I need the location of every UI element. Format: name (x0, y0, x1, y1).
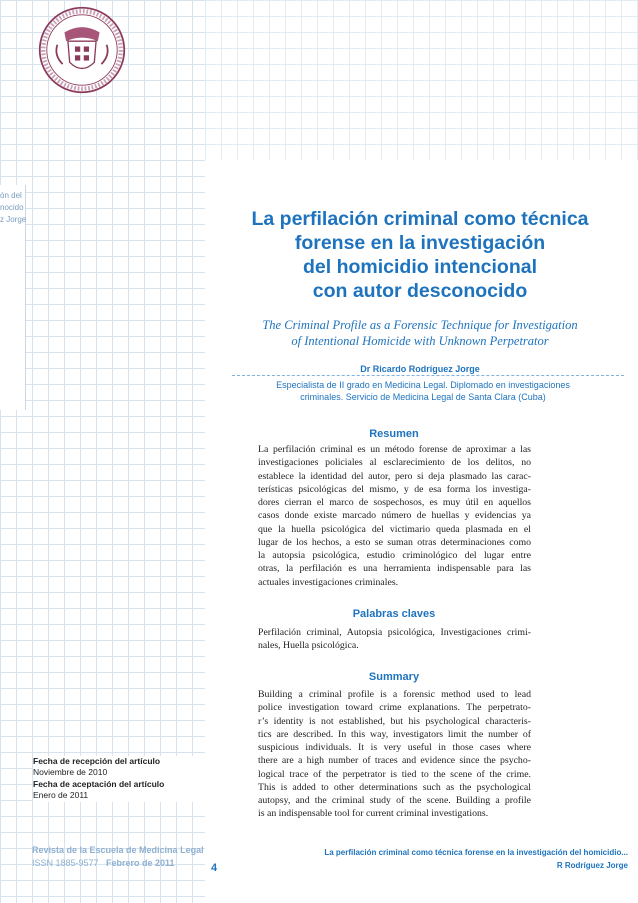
summary-line: there are a high number of traces and evidence since the psycho- (258, 755, 531, 767)
summary-line: logical trace of the perpetrator is tied to the scene of the crime. (258, 768, 531, 780)
page-number: 4 (211, 862, 218, 874)
title-line: La perfilación criminal como técnica (251, 208, 589, 230)
summary-line: police investigation toward crime explanations. The perpetrato- (258, 702, 531, 714)
grid-background-top (205, 0, 638, 160)
summary-line: tics are described. In this way, investigators limit the number of (258, 728, 531, 740)
summary-line: suspicious individuals. It is very useful in those cases where (258, 742, 531, 753)
footer-issn: ISSN 1885-9577 (32, 858, 99, 868)
resumen-line: terísticas psicológicas del mismo, y de esa forma los investiga- (258, 483, 531, 495)
resumen-line: investigaciones policiales al esclarecimiento de los delitos, no (258, 457, 531, 469)
running-title: La perfilación criminal como técnica forense en la investigación del homicidio... (324, 848, 628, 857)
university-seal-icon (38, 6, 126, 94)
previous-page-text (0, 190, 40, 226)
footer-journal-name: Revista de la Escuela de Medicina Legal (32, 845, 204, 855)
subtitle-line: The Criminal Profile as a Forensic Technique for Investigation (262, 318, 578, 332)
author-affiliation (218, 379, 628, 403)
received-value: Noviembre de 2010 (33, 767, 108, 778)
summary-line: Building a criminal profile is a forensic method used to lead (258, 689, 531, 700)
running-author: R Rodríguez Jorge (556, 861, 628, 870)
resumen-line: casos donde existe marcado número de huellas y evidencias ya (258, 510, 531, 522)
article-subtitle-english (210, 317, 630, 349)
accepted-value: Enero de 2011 (33, 790, 89, 801)
resumen-line: otras, la perfilación es una herramienta indispensable para las (258, 563, 531, 575)
title-line: del homicidio intencional (302, 256, 538, 278)
side-line: ón del (0, 191, 22, 200)
resumen-line: dores cierran el marco de sospechosos, es muy útil en aquellos (258, 497, 531, 508)
summary-line: r’s identity is not established, but his psychological characteris- (258, 715, 531, 727)
summary-line: This is added to other determinations such as the psychological (258, 781, 531, 793)
resumen-body (258, 443, 531, 589)
accepted-label: Fecha de aceptación del artículo (33, 778, 165, 789)
author-divider (232, 375, 624, 376)
affiliation-line: criminales. Servicio de Medicina Legal de Santa Clara (Cuba) (300, 392, 546, 402)
title-line: con autor desconocido (312, 280, 528, 302)
article-title (210, 207, 630, 303)
resumen-line: que la huella psicológica del victimario queda plasmada en el (258, 523, 531, 535)
resumen-line: lugar de los hechos, a esto se suman otras determinaciones como (258, 536, 531, 548)
summary-line: autopsy, and the criminal study of the scene. Building a profile (258, 795, 531, 806)
summary-line: is an indispensable tool for current criminal investigations. (258, 808, 489, 820)
received-label: Fecha de recepción del artículo (33, 756, 161, 766)
affiliation-line: Especialista de II grado en Medicina Legal. Diplomado en investigaciones (276, 380, 570, 390)
resumen-line: la autopsia psicológica, estudio criminológico del lugar entre (258, 550, 531, 561)
author-name: Dr Ricardo Rodríguez Jorge (360, 364, 480, 374)
summary-heading: Summary (368, 671, 420, 683)
resumen-line: La perfilación criminal es un método forense de aproximar a las (258, 444, 531, 455)
keywords-body (258, 626, 531, 653)
keywords-heading: Palabras claves (352, 608, 436, 620)
title-line: forense en la investigación (294, 232, 546, 254)
article-dates (33, 756, 208, 802)
resumen-heading: Resumen (369, 428, 419, 440)
resumen-line: actuales investigaciones criminales. (258, 576, 399, 588)
footer-issue-date: Febrero de 2011 (106, 858, 175, 868)
subtitle-line: of Intentional Homicide with Unknown Perpetrator (291, 334, 549, 348)
side-line: nocido (0, 203, 24, 212)
side-line: z Jorge (0, 215, 27, 224)
summary-body (258, 688, 531, 821)
keywords-line: nales, Huella psicológica. (258, 640, 359, 652)
keywords-line: Perfilación criminal, Autopsia psicológica, Investigaciones crimi- (258, 627, 531, 638)
resumen-line: establece la identidad del autor, pero si deja plasmado las carac- (258, 470, 531, 482)
